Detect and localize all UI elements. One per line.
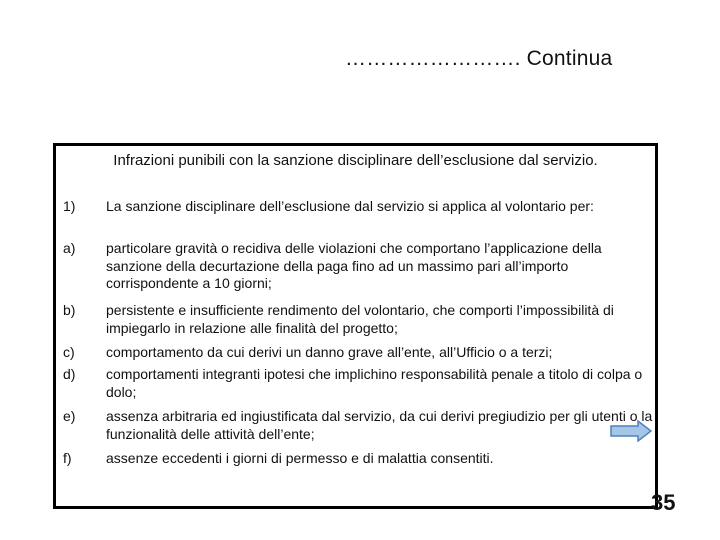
item-text: La sanzione disciplinare dell’esclusione dal servizio si applica al volontario per: — [106, 198, 594, 214]
content-box — [53, 143, 658, 509]
item-text: assenze eccedenti i giorni di permesso e di malattia consentiti. — [106, 450, 494, 466]
item-label: c) — [63, 344, 75, 360]
item-label: e) — [63, 408, 76, 424]
item-label: d) — [63, 366, 76, 382]
right-arrow-icon[interactable] — [610, 420, 652, 442]
item-text: particolare gravità o recidiva delle violazioni che comportano l’applicazione della sanzione della decurtazione della paga fino ad un massimo pari all’importo corrispondente a 10 giorni; — [106, 240, 602, 291]
box-title: Infrazioni punibili con la sanzione disciplinare dell’esclusione dal servizio. — [113, 152, 598, 169]
item-label: 1) — [63, 198, 76, 214]
item-text: comportamenti integranti ipotesi che implichino responsabilità penale a titolo di colpa o dolo; — [106, 366, 643, 400]
page-number: 35 — [651, 490, 676, 515]
continua-heading: ……………………. Continua — [345, 47, 613, 70]
item-label: b) — [63, 302, 76, 318]
item-label: f) — [63, 450, 72, 466]
item-text: assenza arbitraria ed ingiustificata dal servizio, da cui derivi pregiudizio per gli utenti o la funzionalità delle attività dell’ente; — [106, 408, 653, 442]
item-label: a) — [63, 240, 76, 256]
item-text: persistente e insufficiente rendimento del volontario, che comporti l’impossibilità di impiegarlo in relazione alle finalità del progetto; — [106, 302, 614, 336]
item-text: comportamento da cui derivi un danno grave all’ente, all’Ufficio o a terzi; — [106, 344, 553, 360]
